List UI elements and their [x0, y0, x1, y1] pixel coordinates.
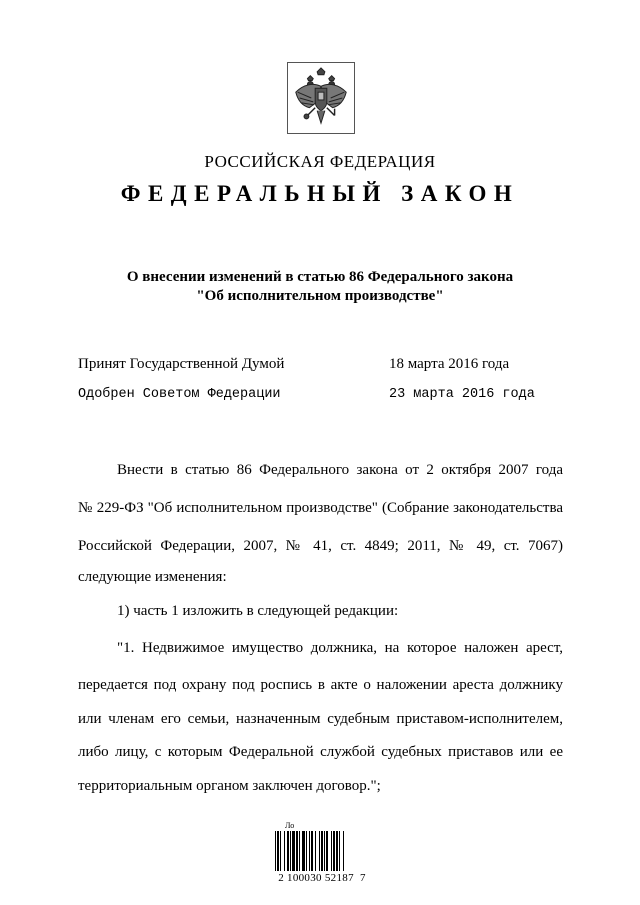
barcode-bar [309, 831, 310, 871]
quoted-text-line: передается под охрану под роспись в акте о наложении ареста должнику [78, 677, 563, 693]
barcode-bar [302, 831, 305, 871]
body-paragraph-line: следующие изменения: [78, 569, 227, 585]
barcode-bar [321, 831, 323, 871]
barcode-bar [277, 831, 279, 871]
barcode-bar [287, 831, 289, 871]
duma-adoption-label: Принят Государственной Думой [78, 356, 285, 372]
barcode-bar [336, 831, 338, 871]
quoted-text-line: либо лицу, с которым Федеральной службой судебных приставов или ее [78, 744, 563, 760]
amendment-item: 1) часть 1 изложить в следующей редакции: [117, 603, 399, 619]
duma-adoption-date: 18 марта 2016 года [389, 356, 510, 372]
council-approval-label: Одобрен Советом Федерации [78, 387, 281, 402]
barcode-bar [324, 831, 325, 871]
double-headed-eagle-icon [288, 63, 354, 133]
barcode-number: 2 100030 52187 7 [278, 872, 366, 884]
barcode-bar [290, 831, 291, 871]
barcode-bar [306, 831, 307, 871]
barcode-bar [315, 831, 316, 871]
body-paragraph-line: Российской Федерации, 2007, № 41, ст. 4849; 2011, № 49, ст. 7067) [78, 538, 563, 554]
coat-of-arms-emblem [287, 62, 355, 134]
barcode-bar [319, 831, 320, 871]
barcode-bar [275, 831, 276, 871]
body-paragraph-line: № 229-ФЗ "Об исполнительном производстве" (Собрание законодательства [78, 500, 563, 516]
quoted-text-line: или членам его семьи, назначенным судебным приставом-исполнителем, [78, 711, 563, 727]
law-title [60, 268, 580, 306]
barcode-bar [299, 831, 300, 871]
barcode-bar [331, 831, 332, 871]
body-paragraph-line: Внести в статью 86 Федерального закона от 2 октября 2007 года [117, 462, 563, 478]
barcode-bar [280, 831, 281, 871]
barcode-bar [339, 831, 340, 871]
quoted-text-line: "1. Недвижимое имущество должника, на которое наложен арест, [117, 640, 563, 656]
barcode-bar [311, 831, 313, 871]
quoted-text-line: территориальным органом заключен договор."; [78, 778, 381, 794]
council-approval-date: 23 марта 2016 года [389, 387, 535, 402]
barcode-bar [333, 831, 335, 871]
law-title-line: О внесении изменений в статью 86 Федерального закона [126, 269, 514, 285]
barcode-mark: Ло [285, 821, 295, 830]
barcode-bar [326, 831, 328, 871]
barcode-bar [296, 831, 298, 871]
law-title-line: "Об исполнительном производстве" [196, 288, 444, 304]
country-name: РОССИЙСКАЯ ФЕДЕРАЦИЯ [204, 152, 436, 171]
document-type: ФЕДЕРАЛЬНЫЙ ЗАКОН [120, 181, 520, 206]
barcode [275, 831, 367, 871]
barcode-bar [343, 831, 344, 871]
barcode-bar [292, 831, 295, 871]
barcode-bar [284, 831, 285, 871]
